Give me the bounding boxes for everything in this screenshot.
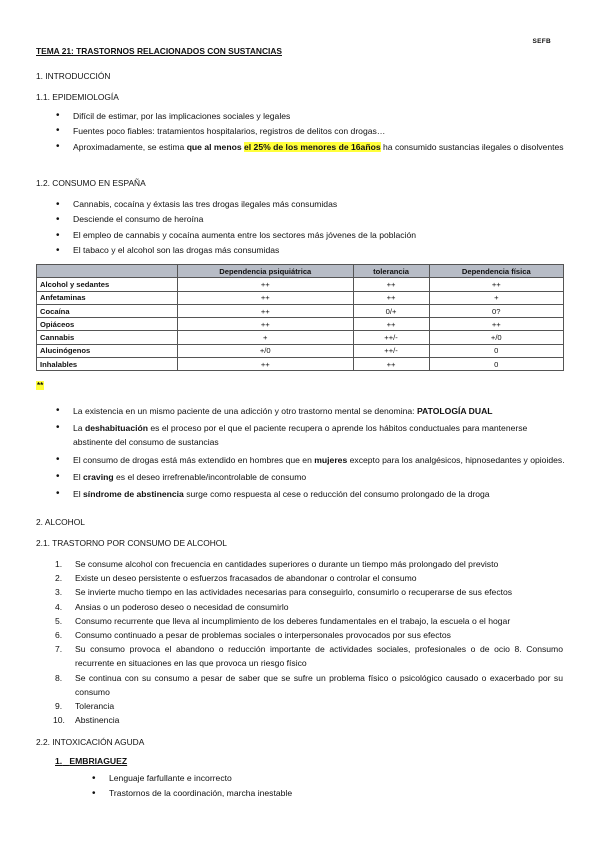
table-header: Dependencia física <box>429 265 563 278</box>
table-cell: ++ <box>429 278 563 291</box>
list-item: 7. Su consumo provoca el abandono o reducción importante de actividades sociales, profesionales o de ocio 8. Consumo recurrente en situaciones en las que provoca un riesgo físico <box>55 644 563 669</box>
table-row <box>37 344 564 357</box>
table-cell: ++/- <box>353 344 429 357</box>
list-item: • La deshabituación es el proceso por el que el paciente recupera o aprende los hábitos conductuales para mantenerse abstinente del consumo de sustancias <box>73 421 569 449</box>
list-item: • El craving es el deseo irrefrenable/incontrolable de consumo <box>73 470 569 484</box>
list-item: 2. Existe un deseo persistente o esfuerzos fracasados de abandonar o controlar el consumo <box>55 573 417 584</box>
list-item: 1. Se consume alcohol con frecuencia en cantidades superiores o durante un tiempo más prolongado del previsto <box>55 559 499 569</box>
list-item: 5. Consumo recurrente que lleva al incumplimiento de los deberes fundamentales en el trabajo, la escuela o el hogar <box>55 615 511 626</box>
table-row <box>37 358 564 371</box>
table-cell: ++ <box>178 278 354 291</box>
table-header-row <box>37 265 564 278</box>
table-cell: + <box>178 331 354 344</box>
table-cell: Alucinógenos <box>37 344 178 357</box>
highlight-marker: ** <box>37 381 44 390</box>
table-cell: ++ <box>178 304 354 317</box>
table-cell: ++ <box>353 291 429 304</box>
table-row <box>37 291 564 304</box>
table-cell: + <box>429 291 563 304</box>
table-row <box>37 331 564 344</box>
table-cell: +/0 <box>178 344 354 357</box>
list-item: • Difícil de estimar, por las implicaciones sociales y legales <box>73 109 569 123</box>
table-cell: +/0 <box>429 331 563 344</box>
table-cell: ++ <box>353 278 429 291</box>
table-row <box>37 318 564 331</box>
page-title: TEMA 21: TRASTORNOS RELACIONADOS CON SUSTANCIAS <box>36 46 282 56</box>
list-item: • Cannabis, cocaína y éxtasis las tres drogas ilegales más consumidas <box>73 197 569 212</box>
table-header: tolerancia <box>353 265 429 278</box>
criteria-list <box>53 557 563 727</box>
section-alcohol: 2. ALCOHOL <box>36 517 85 527</box>
list-item: • Trastornos de la coordinación, marcha inestable <box>109 786 549 801</box>
table-cell: ++ <box>178 318 354 331</box>
list-item: • El consumo de drogas está más extendido en hombres que en mujeres excepto para los analgésicos, hipnosedantes y opioides. <box>73 453 569 467</box>
table-cell: 0 <box>429 358 563 371</box>
section-consumo-espana: 1.2. CONSUMO EN ESPAÑA <box>36 178 146 188</box>
table-cell: 0? <box>429 304 563 317</box>
list-item: 10. Abstinencia <box>53 715 120 726</box>
epidemiologia-list <box>73 109 569 155</box>
table-cell: ++ <box>429 318 563 331</box>
section-trastorno-consumo: 2.1. TRASTORNO POR CONSUMO DE ALCOHOL <box>36 538 227 548</box>
table-cell: 0 <box>429 344 563 357</box>
list-item: 9. Tolerancia <box>55 701 115 712</box>
table-cell: ++ <box>353 358 429 371</box>
table-row <box>37 278 564 291</box>
section-epidemiologia: 1.1. EPIDEMIOLOGÍA <box>36 92 119 102</box>
table-cell: ++/- <box>353 331 429 344</box>
table-cell: ++ <box>178 291 354 304</box>
section-introduccion: 1. INTRODUCCIÓN <box>36 71 111 81</box>
list-item: • Lenguaje farfullante e incorrecto <box>109 771 549 786</box>
embriaguez-heading: 1. EMBRIAGUEZ <box>55 756 128 766</box>
list-item: • El empleo de cannabis y cocaína aumenta entre los sectores más jóvenes de la población <box>73 228 569 243</box>
table-row <box>37 304 564 317</box>
list-item: 6. Consumo continuado a pesar de problemas sociales o interpersonales provocados por sus efectos <box>55 630 451 641</box>
embriaguez-list <box>109 771 549 801</box>
table-cell: Opiáceos <box>37 318 178 331</box>
table-cell: Alcohol y sedantes <box>37 278 178 291</box>
table-cell: Inhalables <box>37 358 178 371</box>
list-item: • El síndrome de abstinencia surge como respuesta al cese o reducción del consumo prolongado de la droga <box>73 487 569 501</box>
section-intoxicacion: 2.2. INTOXICACIÓN AGUDA <box>36 737 145 747</box>
header-tag: SEFB <box>532 38 551 45</box>
notes-list <box>73 404 569 501</box>
table-cell: Cannabis <box>37 331 178 344</box>
list-item: • El tabaco y el alcohol son las drogas más consumidas <box>73 243 569 258</box>
list-item: • Fuentes poco fiables: tratamientos hospitalarios, registros de delitos con drogas… <box>73 124 569 138</box>
list-item: 3. Se invierte mucho tiempo en las actividades necesarias para conseguirlo, consumirlo o recuperarse de sus efectos <box>55 587 513 598</box>
table-cell: 0/+ <box>353 304 429 317</box>
list-item: • La existencia en un mismo paciente de una adicción y otro trastorno mental se denomina: PATOLOGÍA DUAL <box>73 404 569 418</box>
list-item: 4. Ansias o un poderoso deseo o necesidad de consumirlo <box>55 601 289 612</box>
table-cell: ++ <box>353 318 429 331</box>
table-cell: ++ <box>178 358 354 371</box>
list-item: • Desciende el consumo de heroína <box>73 212 569 227</box>
table-header <box>37 265 178 278</box>
table-header: Dependencia psiquiátrica <box>178 265 354 278</box>
dependence-table <box>36 264 564 371</box>
consumo-list <box>73 197 569 258</box>
list-item: • Aproximadamente, se estima que al menos el 25% de los menores de 16años ha consumido sustancias ilegales o disolventes <box>73 140 569 155</box>
list-item: 8. Se continua con su consumo a pesar de saber que se sufre un problema físico o psicológico causado o exacerbado por su consumo <box>55 672 563 697</box>
table-cell: Cocaína <box>37 304 178 317</box>
table-cell: Anfetaminas <box>37 291 178 304</box>
